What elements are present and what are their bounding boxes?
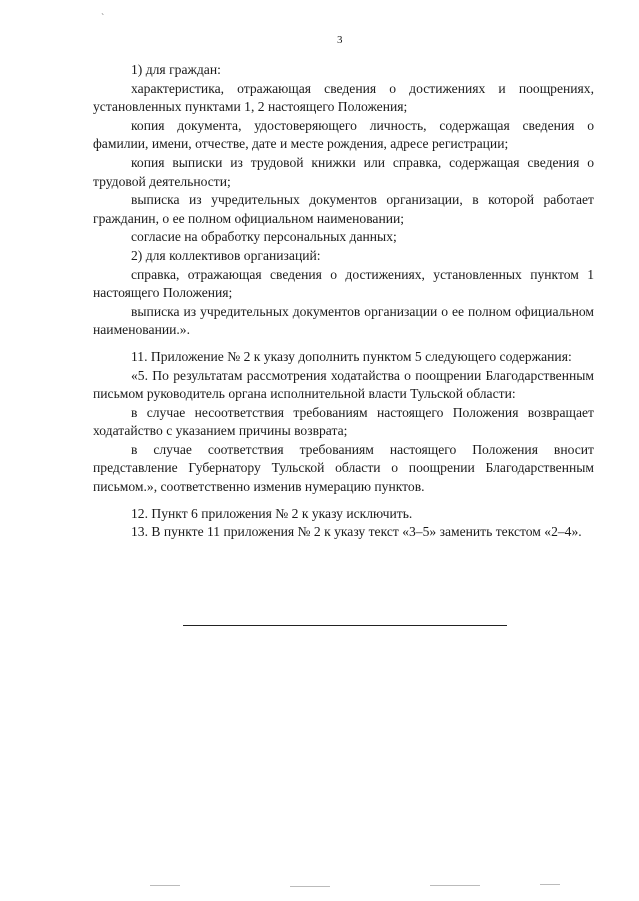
paragraph-item-11: 11. Приложение № 2 к указу дополнить пунктом 5 следующего содержания: bbox=[131, 348, 572, 364]
paragraph-item-12: 12. Пункт 6 приложения № 2 к указу исключить. bbox=[131, 505, 413, 521]
paragraph-point-5: «5. По результатам рассмотрения ходатайства о поощрении Благодарственным письмом руководитель органа исполнительной власти Тульской области: bbox=[93, 367, 594, 402]
page-number: 3 bbox=[337, 34, 343, 46]
list-item-founding-documents: выписка из учредительных документов организации, в которой работает гражданин, о ее полном официальном наименовании; bbox=[93, 192, 594, 226]
list-item-characteristic: характеристика, отражающая сведения о достижениях и поощрениях, установленных пунктами 1, 2 настоящего Положения; bbox=[93, 80, 594, 115]
list-item-data-consent: согласие на обработку персональных данных; bbox=[131, 229, 397, 245]
scan-mark: ` bbox=[101, 13, 105, 24]
scan-noise bbox=[290, 886, 330, 887]
divider-line bbox=[183, 625, 507, 626]
list-item-collectives-heading: 2) для коллективов организаций: bbox=[131, 247, 321, 263]
scan-noise bbox=[150, 885, 180, 886]
list-item-citizens-heading: 1) для граждан: bbox=[131, 62, 221, 77]
list-item-employment-record: копия выписки из трудовой книжки или справка, содержащая сведения о трудовой деятельности; bbox=[93, 154, 594, 189]
scan-noise bbox=[430, 885, 480, 886]
list-item-achievements-certificate: справка, отражающая сведения о достижениях, установленных пунктом 1 настоящего Положения; bbox=[93, 266, 594, 301]
paragraph-item-13: 13. В пункте 11 приложения № 2 к указу текст «3–5» заменить текстом «2–4». bbox=[131, 524, 582, 540]
scan-noise bbox=[540, 884, 560, 885]
paragraph-compliance: в случае соответствия требованиям настоящего Положения вносит представление Губернатору Тульской области о поощрении Благодарственным письмом.», соответственно изменив нумерацию пунктов. bbox=[93, 441, 594, 495]
document-body bbox=[93, 61, 594, 542]
paragraph-noncompliance: в случае несоответствия требованиям настоящего Положения возвращает ходатайство с указанием причины возврата; bbox=[93, 404, 594, 439]
list-item-identity-copy: копия документа, удостоверяющего личность, содержащая сведения о фамилии, имени, отчестве, дате и месте рождения, адресе регистрации; bbox=[93, 117, 594, 152]
list-item-organization-extract: выписка из учредительных документов организации о ее полном официальном наименовании.». bbox=[93, 303, 594, 338]
